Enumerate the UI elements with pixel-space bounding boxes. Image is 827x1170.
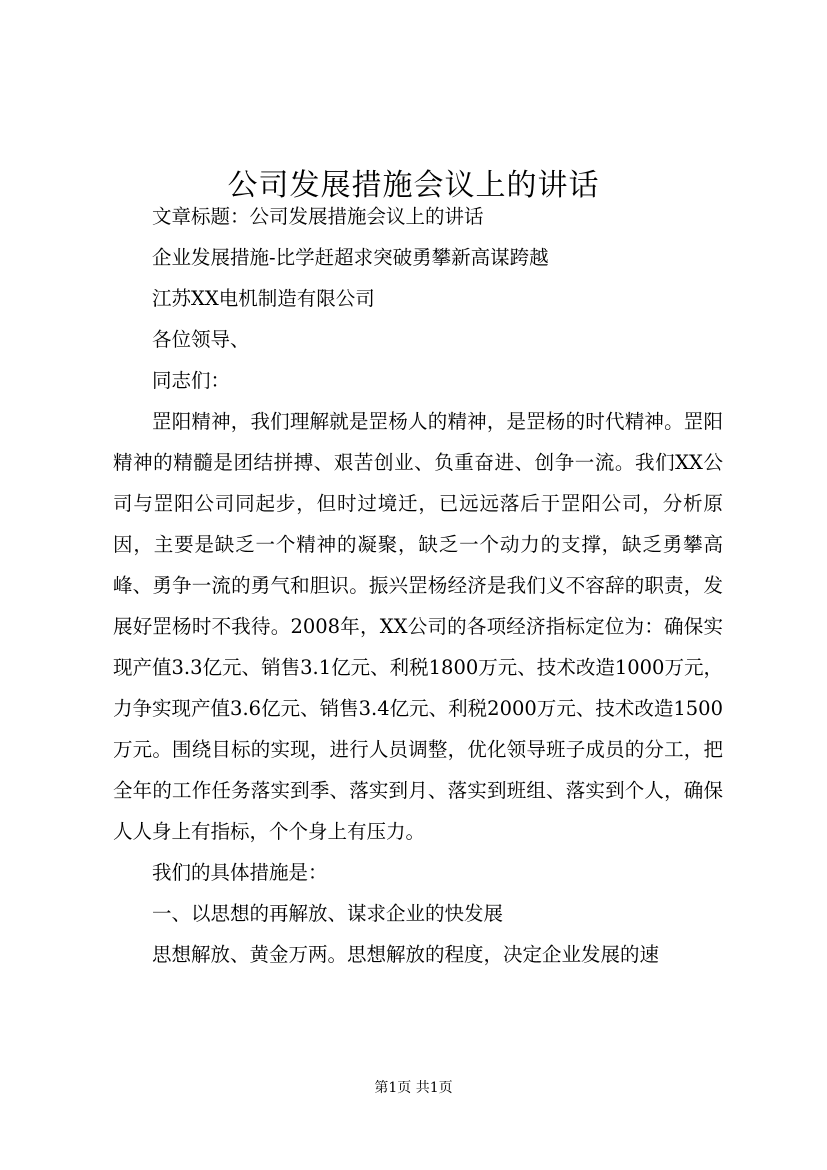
main-paragraph: 罡阳精神，我们理解就是罡杨人的精神，是罡杨的时代精神。罡阳精神的精髓是团结拼搏、艰苦创业、负重奋进、创争一流。我们XX公司与罡阳公司同起步，但时过境迁，已远远落后于罡阳公司，分析原因，主要是缺乏一个精神的凝聚，缺乏一个动力的支撑，缺乏勇攀高峰、勇争一流的勇气和胆识。振兴罡杨经济是我们义不容辞的职责，发展好罡杨时不我待。2008年，XX公司的各项经济指标定位为：确保实现产值3.3亿元、销售3.1亿元、利税1800万元、技术改造1000万元，力争实现产值3.6亿元、销售3.4亿元、利税2000万元、技术改造1500万元。围绕目标的实现，进行人员调整，优化领导班子成员的分工，把全年的工作任务落实到季、落实到月、落实到班组、落实到个人，确保人人身上有指标，个个身上有压力。 [113, 410, 723, 843]
salutation-leaders: 各位领导、 [152, 328, 250, 351]
document-body [113, 196, 723, 975]
article-title-line: 文章标题：公司发展措施会议上的讲话 [152, 205, 484, 228]
document-title: 公司发展措施会议上的讲话 [227, 168, 600, 204]
subtitle-line: 企业发展措施-比学赶超求突破勇攀新高谋跨越 [152, 246, 549, 269]
section-heading-1: 一、以思想的再解放、谋求企业的快发展 [152, 902, 504, 925]
page-footer: 第1页 共1页 [374, 1080, 453, 1096]
section-paragraph-1: 思想解放、黄金万两。思想解放的程度，决定企业发展的速 [152, 943, 660, 966]
measures-intro: 我们的具体措施是： [152, 861, 328, 884]
company-name-line: 江苏XX电机制造有限公司 [152, 287, 375, 310]
salutation-comrades: 同志们： [152, 369, 231, 392]
